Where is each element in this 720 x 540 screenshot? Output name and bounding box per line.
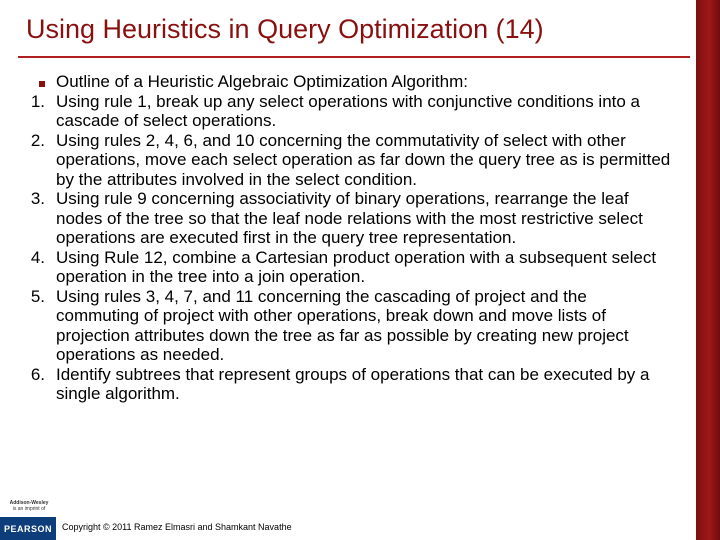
step-row [10,248,672,287]
decorative-side-bar [696,0,720,540]
step-row [10,365,672,404]
copyright-notice: Copyright © 2011 Ramez Elmasri and Shamkant Navathe [62,522,292,532]
step-text: Using rules 2, 4, 6, and 10 concerning the commutativity of select with other operations, move each select operation as far down the query tree as is permitted by the attributes involved in the select condition. [56,130,671,189]
step-number: 6. [30,364,45,384]
publisher-credit [2,500,56,512]
step-number: 5. [30,286,45,306]
step-row [10,131,672,190]
step-row [10,287,672,365]
outline-intro: Outline of a Heuristic Algebraic Optimization Algorithm: [56,72,468,91]
publisher-imprint: is an imprint of [12,506,46,512]
algorithm-outline [10,72,672,404]
step-text: Identify subtrees that represent groups of operations that can be executed by a single algorithm. [56,364,650,403]
bullet-marker [10,72,56,92]
step-number: 4. [30,247,45,267]
step-row [10,189,672,248]
step-number: 1. [30,91,45,111]
step-text: Using rule 9 concerning associativity of binary operations, rearrange the leaf nodes of the tree so that the leaf node relations with the most restrictive select operations are executed first in the query tree representation. [56,189,643,247]
publisher-name: Addison-Wesley [9,500,49,506]
step-row [10,92,672,131]
step-number: 3. [30,189,45,208]
title-divider [18,56,690,58]
step-text: Using rule 1, break up any select operations with conjunctive conditions into a cascade of select operations. [56,91,641,130]
outline-intro-row [10,72,672,92]
square-bullet-icon [39,81,45,87]
step-text: Using rules 3, 4, 7, and 11 concerning the cascading of project and the commuting of project with other operations, break down and move lists of projection attributes down the tree as far as possible by creating new project operations as needed. [56,286,629,364]
step-number: 2. [30,130,45,150]
slide-title: Using Heuristics in Query Optimization (14) [26,14,544,44]
pearson-logo: PEARSON [0,517,56,540]
step-text: Using Rule 12, combine a Cartesian product operation with a subsequent select operation in the tree into a join operation. [56,247,657,286]
